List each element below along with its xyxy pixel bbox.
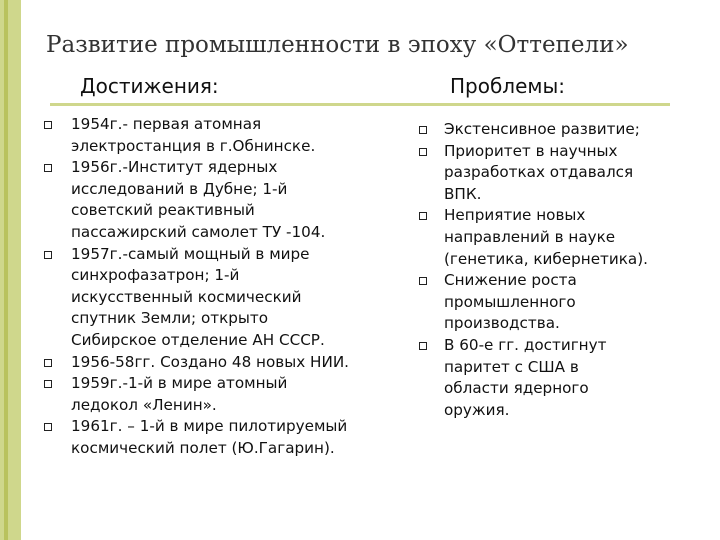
square-bullet-icon: [419, 126, 427, 134]
problem-item: [414, 270, 714, 335]
achievement-item: [40, 416, 410, 459]
achievement-text: 1954г.- первая атомная электростанция в г.Обнинске.: [71, 115, 316, 155]
square-bullet-icon: [44, 251, 52, 259]
square-bullet-icon: [419, 342, 427, 350]
square-bullet-icon: [419, 277, 427, 285]
achievement-item: [40, 352, 410, 374]
achievement-item: [40, 373, 410, 416]
problem-text: В 60-е гг. достигнут паритет с США в области ядерного оружия.: [444, 335, 607, 419]
problem-text: Приоритет в научных разработках отдавался ВПК.: [444, 141, 634, 203]
problem-text: Экстенсивное развитие;: [444, 120, 640, 138]
problem-item: [414, 119, 714, 141]
square-bullet-icon: [419, 148, 427, 156]
achievement-text: 1957г.-самый мощный в мире синхрофазатрон; 1-й искусственный космический спутник Земли; открыто Сибирское отделение АН СССР.: [71, 244, 325, 349]
square-bullet-icon: [44, 423, 52, 431]
problem-item: [414, 335, 714, 421]
square-bullet-icon: [44, 121, 52, 129]
square-bullet-icon: [44, 380, 52, 388]
problem-item: [414, 141, 714, 206]
achievement-item: [40, 244, 410, 352]
achievement-text: 1959г.-1-й в мире атомный ледокол «Ленин».: [71, 374, 288, 414]
decorative-side-bar: [0, 0, 21, 540]
square-bullet-icon: [44, 359, 52, 367]
achievement-item: [40, 157, 410, 243]
problems-list: [414, 119, 714, 421]
achievements-heading: Достижения:: [80, 74, 219, 98]
achievement-text: 1956г.-Институт ядерных исследований в Дубне; 1-й советский реактивный пассажирский самолет ТУ -104.: [71, 158, 326, 241]
achievement-text: 1961г. – 1-й в мире пилотируемый космический полет (Ю.Гагарин).: [71, 417, 348, 457]
achievement-text: 1956-58гг. Создано 48 новых НИИ.: [71, 352, 350, 371]
achievement-item: [40, 114, 410, 157]
square-bullet-icon: [419, 212, 427, 220]
problem-text: Неприятие новых направлений в науке (генетика, кибернетика).: [444, 206, 648, 268]
problem-item: [414, 205, 714, 270]
achievements-list: [40, 114, 410, 460]
problem-text: Снижение роста промышленного производства.: [444, 271, 577, 333]
square-bullet-icon: [44, 164, 52, 172]
problems-heading: Проблемы:: [450, 74, 566, 98]
heading-divider: [50, 103, 670, 106]
slide-title: Развитие промышленности в эпоху «Оттепели»: [46, 32, 629, 58]
